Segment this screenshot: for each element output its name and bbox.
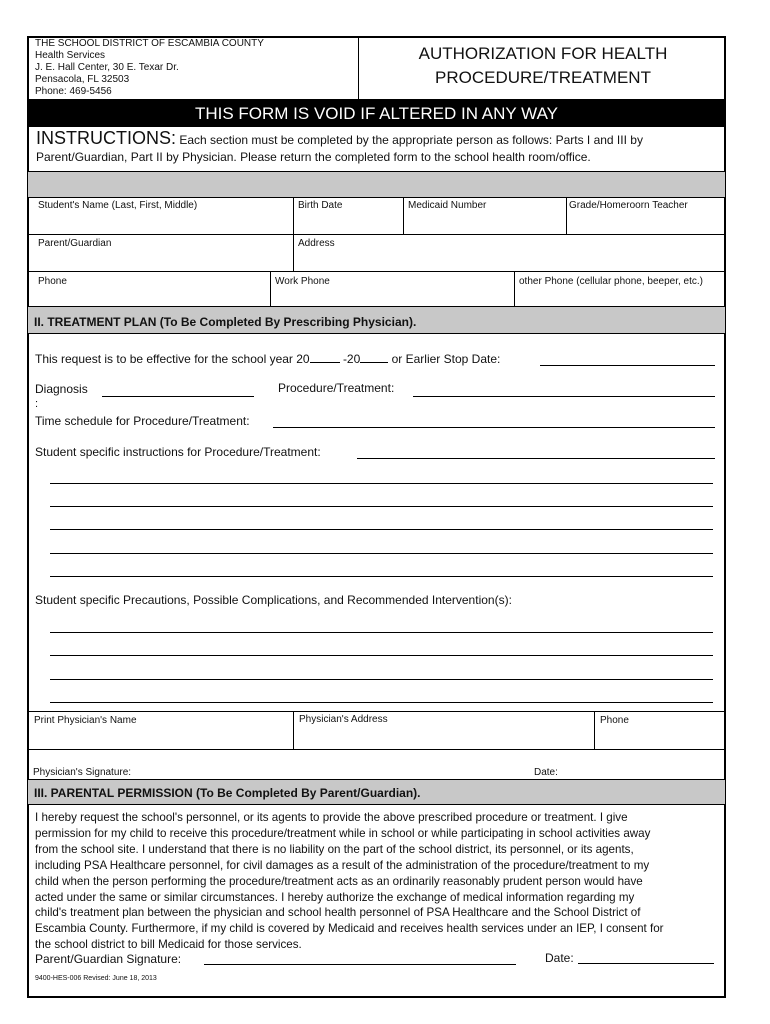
precautions-line[interactable] [50,702,713,703]
instructions-line[interactable] [50,483,713,484]
instructions-line[interactable] [50,506,713,507]
request-mid: -20 [342,352,361,366]
birth-date-field[interactable]: Birth Date [298,200,343,211]
diagnosis-label: Diagnosis [35,382,88,396]
procedure-line[interactable] [413,396,715,397]
precautions-line[interactable] [50,679,713,680]
paragraph-line: Escambia County. Furthermore, if my child is covered by Medicaid and receives health services under an IEP, I consent for [35,922,664,936]
grid-line [28,271,725,272]
instructions-heading: INSTRUCTIONS: [36,128,177,148]
time-schedule-line[interactable] [273,427,715,428]
year-start-blank[interactable] [310,362,340,363]
precautions-label: Student specific Precautions, Possible Complications, and Recommended Intervention(s): [35,593,512,607]
section2-bar [28,306,725,334]
paragraph-line: I hereby request the school's personnel, or its agents to provide the above prescribed procedure or treatment. I give [35,811,628,824]
section3-bar [28,779,725,805]
grade-teacher-field[interactable]: Grade/Homeroorn Teacher [569,200,688,211]
physician-address-field[interactable]: Physician's Address [299,714,388,725]
precautions-line[interactable] [50,655,713,656]
grid-line [566,198,567,234]
org-city: Pensacola, FL 32503 [35,74,130,85]
school-year-row [35,352,500,366]
paragraph-line: from the school site. I understand that there is no liability on the part of the school district, its personnel, or its agents, [35,842,634,856]
permission-paragraph [35,810,725,953]
phone-field[interactable]: Phone [38,276,67,287]
paragraph-line: child when the person performing the procedure/treatment acts as an ordinarily reasonably prudent person would have [35,874,643,888]
paragraph-line: the school district to bill Medicaid for those services. [35,938,302,952]
student-instructions-line[interactable] [357,458,715,459]
org-street: J. E. Hall Center, 30 E. Texar Dr. [35,62,179,73]
form-title [360,42,726,90]
grid-line [293,711,294,749]
org-name: THE SCHOOL DISTRICT OF ESCAMBIA COUNTY [35,38,264,49]
instructions-text-2: Parent/Guardian, Part II by Physician. Please return the completed form to the school health room/office. [36,150,591,164]
physician-phone-field[interactable]: Phone [600,715,629,726]
physician-signature-field[interactable]: Physician's Signature: [33,767,132,778]
void-banner-text: THIS FORM IS VOID IF ALTERED IN ANY WAY [194,104,559,123]
parent-signature-label: Parent/Guardian Signature: [35,952,182,966]
grid-line [28,749,725,750]
grid-line [403,198,404,234]
time-schedule-label: Time schedule for Procedure/Treatment: [35,414,250,428]
org-address-block [35,38,355,98]
grid-line [293,198,294,271]
diagnosis-colon: : [35,398,39,410]
grid-line [270,271,271,306]
other-phone-field[interactable]: other Phone (cellular phone, beeper, etc.) [519,276,704,287]
physician-date-field[interactable]: Date: [534,767,558,778]
stop-date-line[interactable] [540,365,715,366]
request-prefix: This request is to be effective for the school year 20 [35,352,310,366]
grid-line [28,711,725,712]
student-instructions-label: Student specific instructions for Procedure/Treatment: [35,445,321,459]
instructions-line[interactable] [50,553,713,554]
section1-bar [28,171,725,198]
instructions-line[interactable] [50,529,713,530]
request-suffix: or Earlier Stop Date: [391,352,501,366]
form-title-line2: PROCEDURE/TREATMENT [435,68,651,87]
physician-name-field[interactable]: Print Physician's Name [34,715,137,726]
parent-date-line[interactable] [578,963,714,964]
section3-title: III. PARENTAL PERMISSION (To Be Completed By Parent/Guardian). [34,786,421,800]
form-title-line1: AUTHORIZATION FOR HEALTH [418,44,668,63]
parent-guardian-field[interactable]: Parent/Guardian [38,238,112,249]
grid-line [594,711,595,749]
void-banner [28,99,725,127]
paragraph-line: child's treatment plan between the physician and school health personnel of PSA Healthcare and the School District of [35,906,641,920]
form-footer: 9400-HES-006 Revised: June 18, 2013 [35,975,157,982]
header-divider [358,37,359,99]
instructions-text: Each section must be completed by the appropriate person as follows: Parts I and III by [179,133,643,147]
grid-line [28,234,725,235]
address-field[interactable]: Address [298,238,335,249]
instructions-line[interactable] [50,576,713,577]
org-dept: Health Services [35,50,106,61]
procedure-label: Procedure/Treatment: [278,381,395,395]
paragraph-line: including PSA Healthcare personnel, for civil damages as a result of the administration of the procedure/treatment to my [35,858,650,872]
instructions [36,130,721,166]
parent-date-label: Date: [545,951,574,965]
section2-title: II. TREATMENT PLAN (To Be Completed By Prescribing Physician). [34,315,417,329]
work-phone-field[interactable]: Work Phone [275,276,330,287]
paragraph-line: acted under the same or similar circumstances. I hereby authorize the exchange of medical information regarding my [35,890,635,904]
medicaid-number-field[interactable]: Medicaid Number [408,200,487,211]
year-end-blank[interactable] [360,362,388,363]
diagnosis-line[interactable] [102,396,254,397]
org-phone: Phone: 469-5456 [35,86,112,97]
grid-line [514,271,515,306]
paragraph-line: permission for my child to receive this procedure/treatment while in school or while participating in school activities away [35,826,651,840]
student-name-field[interactable]: Student's Name (Last, First, Middle) [38,200,198,211]
precautions-line[interactable] [50,632,713,633]
parent-signature-line[interactable] [204,964,516,965]
